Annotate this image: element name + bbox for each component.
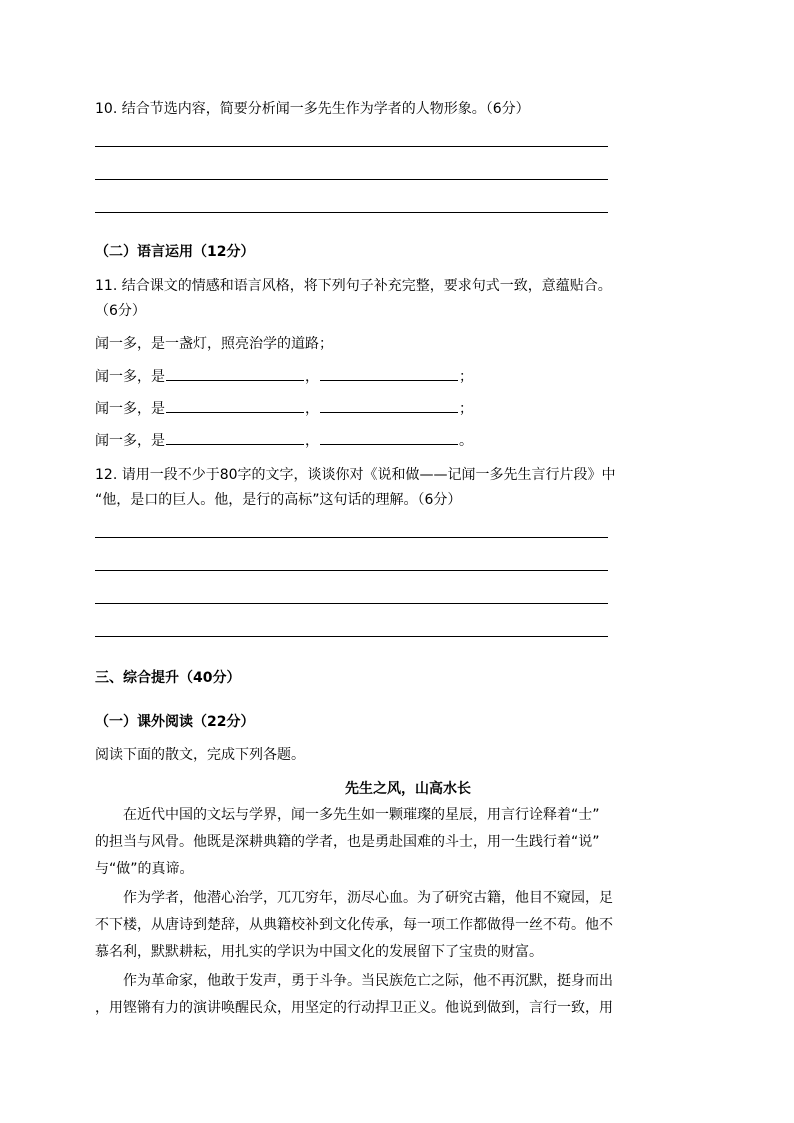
blank-field[interactable] — [166, 398, 304, 413]
blank-field[interactable] — [320, 398, 458, 413]
answer-line[interactable] — [95, 636, 608, 637]
paragraph-line: 作为革命家，他敢于发声，勇于斗争。当民族危亡之际，他不再沉默，挺身而出 — [95, 973, 613, 989]
sentence-prefix: 闻一多，是 — [95, 369, 165, 385]
question-11-line-2: （6分） — [95, 303, 146, 319]
section-heading-extracurricular-reading: （一）课外阅读（22分） — [95, 714, 255, 730]
separator: ， — [305, 401, 319, 417]
answer-line[interactable] — [95, 537, 608, 538]
paragraph-line: 的担当与风骨。他既是深耕典籍的学者，也是勇赴国难的斗士，用一生践行着“说” — [95, 834, 600, 850]
fill-in-sentence-3 — [95, 430, 473, 450]
paragraph-line: 不下楼，从唐诗到楚辞，从典籍校补到文化传承，每一项工作都做得一丝不苟。他不 — [95, 917, 613, 933]
answer-line[interactable] — [95, 570, 608, 571]
answer-line[interactable] — [95, 146, 608, 147]
answer-line[interactable] — [95, 603, 608, 604]
sentence-end: 。 — [459, 433, 473, 449]
reading-instruction: 阅读下面的散文，完成下列各题。 — [95, 747, 305, 763]
part-3-heading: 三、综合提升（40分） — [95, 670, 241, 686]
section-heading-language-use: （二）语言运用（12分） — [95, 244, 255, 260]
question-10: 10. 结合节选内容，简要分析闻一多先生作为学者的人物形象。（6分） — [95, 101, 530, 117]
answer-line[interactable] — [95, 179, 608, 180]
question-11-example: 闻一多，是一盏灯，照亮治学的道路； — [95, 336, 333, 352]
paragraph-line: 慕名利，默默耕耘，用扎实的学识为中国文化的发展留下了宝贵的财富。 — [95, 944, 543, 960]
sentence-end: ； — [459, 401, 473, 417]
paragraph-line: 与“做”的真谛。 — [95, 861, 194, 877]
sentence-prefix: 闻一多，是 — [95, 433, 165, 449]
essay-paragraph-1 — [95, 802, 695, 883]
essay-paragraph-2 — [95, 885, 695, 966]
paragraph-line: 在近代中国的文坛与学界，闻一多先生如一颗璀璨的星辰，用言行诠释着“士” — [95, 807, 600, 823]
blank-field[interactable] — [166, 430, 304, 445]
sentence-prefix: 闻一多，是 — [95, 401, 165, 417]
paragraph-line: 作为学者，他潜心治学，兀兀穷年，沥尽心血。为了研究古籍，他目不窥园，足 — [95, 890, 613, 906]
essay-paragraph-3 — [95, 968, 695, 1022]
separator: ， — [305, 433, 319, 449]
essay-title: 先生之风，山高水长 — [345, 781, 471, 797]
sentence-end: ； — [459, 369, 473, 385]
blank-field[interactable] — [166, 366, 304, 381]
answer-line[interactable] — [95, 212, 608, 213]
paragraph-line: ，用铿锵有力的演讲唤醒民众，用坚定的行动捍卫正义。他说到做到，言行一致，用 — [95, 1000, 613, 1016]
question-12-line-1: 12. 请用一段不少于80字的文字，谈谈你对《说和做——记闻一多先生言行片段》中 — [95, 467, 616, 483]
question-11-line-1: 11. 结合课文的情感和语言风格，将下列句子补充完整，要求句式一致，意蕴贴合。 — [95, 278, 612, 294]
blank-field[interactable] — [320, 366, 458, 381]
separator: ， — [305, 369, 319, 385]
fill-in-sentence-1 — [95, 366, 473, 386]
fill-in-sentence-2 — [95, 398, 473, 418]
blank-field[interactable] — [320, 430, 458, 445]
question-12-line-2: “他，是口的巨人。他，是行的高标”这句话的理解。（6分） — [95, 492, 462, 508]
